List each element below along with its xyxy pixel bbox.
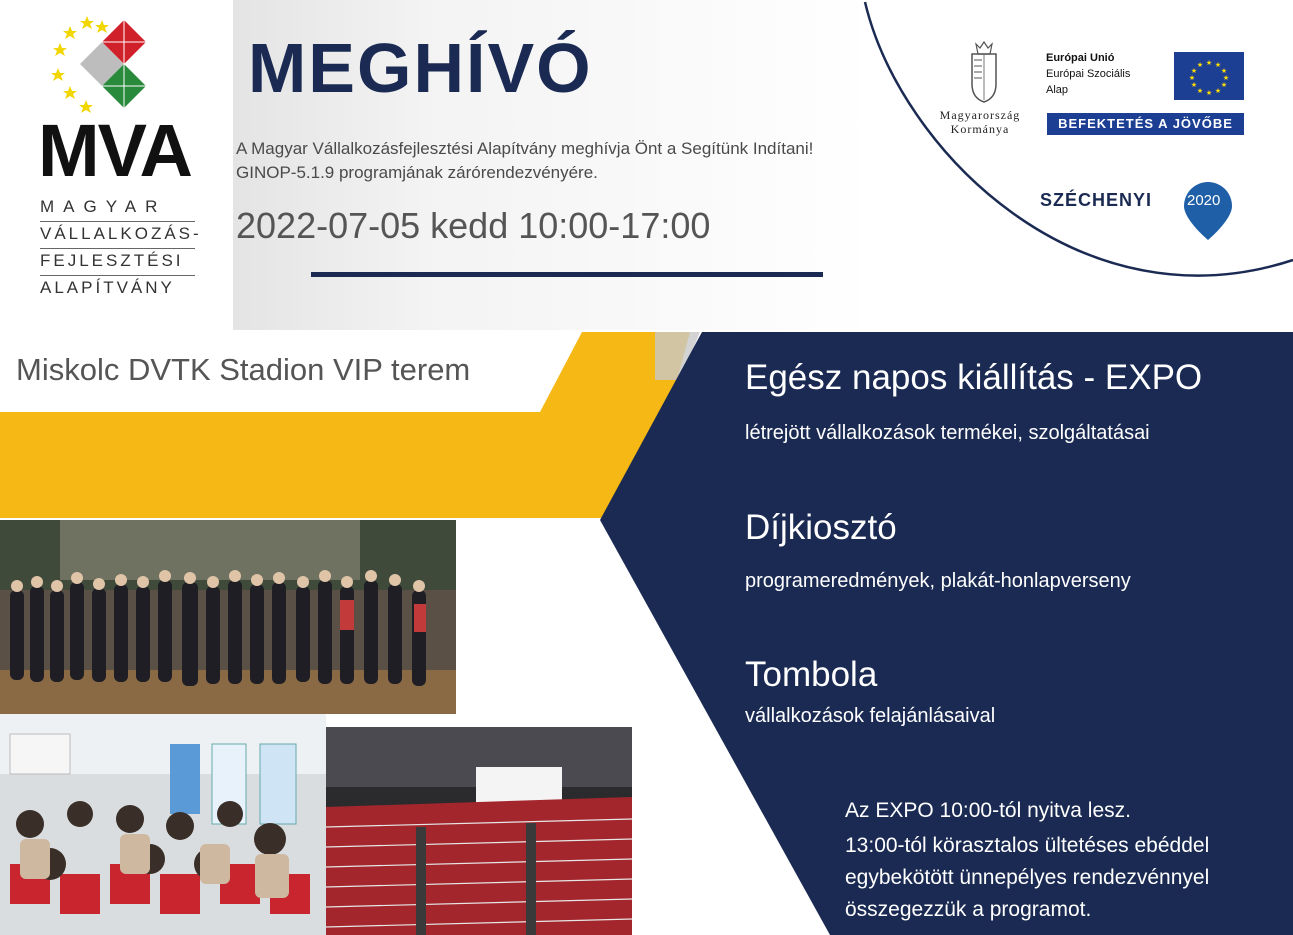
program-expo-subtitle: létrejött vállalkozások termékei, szolgáltatásai <box>745 422 1150 444</box>
svg-text:★: ★ <box>1205 59 1213 67</box>
hungarian-coat-of-arms-icon <box>966 40 1002 104</box>
mva-full-name <box>40 195 202 302</box>
eu-line: Európai Unió <box>1046 52 1115 64</box>
gov-line: Magyarország <box>939 108 1021 122</box>
header-divider <box>311 272 823 277</box>
government-logo-text <box>934 108 1026 136</box>
eu-fund-label <box>1046 50 1130 98</box>
gov-line: Kormánya <box>950 122 1010 136</box>
svg-text:★: ★ <box>1188 74 1196 82</box>
page-title: MEGHÍVÓ <box>248 29 593 107</box>
szechenyi-pin-icon <box>1182 180 1234 242</box>
svg-text:★: ★ <box>1214 87 1222 95</box>
mva-name-line: VÁLLALKOZÁS- <box>40 222 195 249</box>
svg-text:★: ★ <box>1190 81 1198 89</box>
program-expo-title: Egész napos kiállítás - EXPO <box>745 358 1203 397</box>
mva-name-line: ALAPÍTVÁNY <box>40 278 175 297</box>
svg-text:★: ★ <box>1190 67 1198 75</box>
schedule-note-line: Az EXPO 10:00-tól nyitva lesz. <box>845 799 1131 822</box>
event-datetime: 2022-07-05 kedd 10:00-17:00 <box>236 205 711 246</box>
eu-flag-icon <box>1174 52 1244 100</box>
mva-name-line: FEJLESZTÉSI <box>40 249 195 276</box>
svg-text:★: ★ <box>1196 61 1204 69</box>
eu-slogan-badge: BEFEKTETÉS A JÖVŐBE <box>1047 113 1244 135</box>
mva-logo-text: MVA <box>38 109 191 192</box>
eu-line: Európai Szociális <box>1046 68 1131 80</box>
schedule-note-line: 13:00-tól körasztalos ültetéses ebéddel egybekötött ünnepélyes rendezvénnyel összegezzük a programot. <box>845 834 1210 921</box>
schedule-note <box>845 795 1285 926</box>
szechenyi-year: 2020 <box>1187 192 1221 209</box>
program-tombola-subtitle: vállalkozások felajánlásaival <box>745 705 996 727</box>
szechenyi-logo-text: SZÉCHENYI <box>1040 190 1153 210</box>
eu-line: Alap <box>1046 84 1069 96</box>
svg-text:★: ★ <box>1220 81 1228 89</box>
program-tombola-title: Tombola <box>745 655 878 694</box>
stadium-photo <box>326 727 632 935</box>
program-award-title: Díjkiosztó <box>745 508 897 547</box>
svg-text:★: ★ <box>1214 61 1222 69</box>
group-photo <box>0 520 456 714</box>
svg-text:★: ★ <box>1222 74 1230 82</box>
program-award-subtitle: programeredmények, plakát-honlapverseny <box>745 570 1131 592</box>
svg-text:★: ★ <box>1196 87 1204 95</box>
svg-text:★: ★ <box>1220 67 1228 75</box>
mva-logo-mark <box>50 10 200 120</box>
svg-text:★: ★ <box>1205 89 1213 97</box>
mva-name-line: MAGYAR <box>40 195 195 222</box>
invitation-intro: A Magyar Vállalkozásfejlesztési Alapítvány meghívja Önt a Segítünk Indítani! GINOP-5.1.9 programjának zárórendezvényére. <box>236 139 814 182</box>
conference-audience-photo <box>0 714 326 935</box>
event-venue: Miskolc DVTK Stadion VIP terem <box>16 352 471 387</box>
